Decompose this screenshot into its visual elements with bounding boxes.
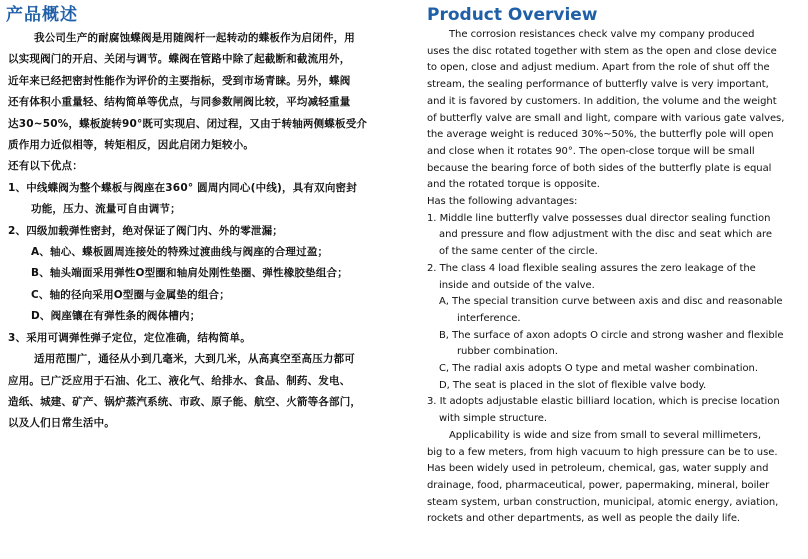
- cn-line: 还有体积小重量轻、结构简单等优点，与同参数闸阀比较，平均减轻重量: [8, 96, 351, 109]
- en-line: rockets and other departments, as well as people the daily life.: [427, 513, 741, 525]
- en-line: of the same center of the circle.: [439, 246, 598, 258]
- en-line: drainage, food, pharmaceutical, power, papermaking, mineral, boiler: [427, 479, 770, 491]
- en-line: C, The radial axis adopts O type and metal washer combination.: [439, 363, 758, 375]
- cn-line: 2、四级加载弹性密封，绝对保证了阀门内、外的零泄漏；: [8, 224, 284, 237]
- cn-line: A、轴心、蝶板圆周连接处的特殊过渡曲线与阀座的合理过盈；: [31, 246, 329, 259]
- en-line: because the bearing force of both sides of the butterfly plate is equal: [427, 162, 772, 174]
- en-line: 2. The class 4 load flexible sealing assures the zero leakage of the: [427, 262, 756, 274]
- cn-line: 达30~50%，蝶板旋转90°既可实现启、闭过程，又由于转轴两侧蝶板受介: [8, 117, 368, 130]
- en-line: and the rotated torque is opposite.: [427, 179, 600, 191]
- english-title: Product Overview: [427, 5, 598, 25]
- cn-line: 以实现阀门的开启、关闭与调节。蝶阀在管路中除了起截断和截流用外，: [8, 53, 351, 66]
- en-line: stream, the sealing performance of butterfly valve is very important,: [427, 79, 769, 91]
- cn-line: 3、采用可调弹性弹子定位，定位准确，结构简单。: [8, 331, 251, 344]
- chinese-body: [0, 26, 400, 435]
- en-line: and it is favored by customers. In addition, the volume and the weight: [427, 95, 777, 107]
- cn-line: D、阀座镶在有弹性条的阀体槽内；: [31, 310, 201, 323]
- chinese-title: 产品概述: [6, 5, 78, 25]
- en-line: steam system, urban construction, municipal, atomic energy, aviation,: [427, 496, 779, 508]
- english-body: [427, 26, 805, 528]
- cn-line: 应用。已广泛应用于石油、化工、液化气、给排水、食品、制药、发电、: [8, 374, 351, 387]
- en-line: with simple structure.: [439, 413, 548, 425]
- en-line: the average weight is reduced 30%~50%, the butterfly pole will open: [427, 129, 774, 141]
- en-line: Has the following advantages:: [427, 196, 578, 208]
- en-line: big to a few meters, from high vacuum to high pressure can be to use.: [427, 446, 778, 458]
- en-line: and close when it rotates 90°. The open-close torque will be small: [427, 145, 755, 157]
- cn-line: 还有以下优点：: [8, 160, 83, 173]
- cn-line: C、轴的径向采用O型圈与金属垫的组合；: [31, 288, 230, 301]
- en-line: The corrosion resistances check valve my company produced: [449, 29, 755, 40]
- english-column: [427, 0, 805, 528]
- cn-line: 造纸、城建、矿产、锅炉蒸汽系统、市政、原子能、航空、火箭等各部门，: [8, 395, 362, 408]
- cn-line: 我公司生产的耐腐蚀蝶阀是用随阀杆一起转动的蝶板作为启闭件，用: [34, 32, 355, 44]
- cn-line: B、轴头端面采用弹性O型圈和轴肩处刚性垫圈、弹性橡胶垫组合；: [31, 267, 348, 280]
- en-line: 1. Middle line butterfly valve possesses dual director sealing function: [427, 212, 771, 224]
- cn-line: 以及人们日常生活中。: [8, 417, 115, 430]
- en-line: uses the disc rotated together with stem as the open and close device: [427, 45, 777, 57]
- en-line: 3. It adopts adjustable elastic billiard location, which is precise location: [427, 396, 780, 408]
- en-line: to open, close and adjust medium. Apart from the role of shut off the: [427, 62, 770, 74]
- cn-line: 质作用力近似相等，转矩相反，因此启闭力矩较小。: [8, 139, 255, 152]
- en-line: D, The seat is placed in the slot of flexible valve body.: [439, 379, 707, 391]
- cn-line: 1、中线蝶阀为整个蝶板与阀座在360° 圆周内同心(中线)，具有双向密封: [8, 181, 357, 194]
- en-line: Has been widely used in petroleum, chemical, gas, water supply and: [427, 463, 769, 475]
- en-line: A, The special transition curve between axis and disc and reasonable: [439, 296, 783, 308]
- en-line: inside and outside of the valve.: [439, 279, 595, 291]
- cn-line: 功能，压力、流量可自由调节；: [31, 203, 181, 216]
- en-line: rubber combination.: [457, 346, 558, 358]
- en-line: interference.: [457, 312, 521, 324]
- en-line: of butterfly valve are small and light, compare with various gate valves,: [427, 112, 785, 124]
- chinese-column: [0, 0, 400, 435]
- en-line: Applicability is wide and size from small to several millimeters,: [449, 429, 761, 441]
- en-line: and pressure and flow adjustment with the disc and seat which are: [439, 229, 772, 241]
- cn-line: 近年来已经把密封性能作为评价的主要指标，受到市场青睐。另外，蝶阀: [8, 74, 351, 87]
- cn-line: 适用范围广，通径从小到几毫米，大到几米，从高真空至高压力都可: [34, 353, 355, 366]
- en-line: B, The surface of axon adopts O circle and strong washer and flexible: [439, 329, 784, 341]
